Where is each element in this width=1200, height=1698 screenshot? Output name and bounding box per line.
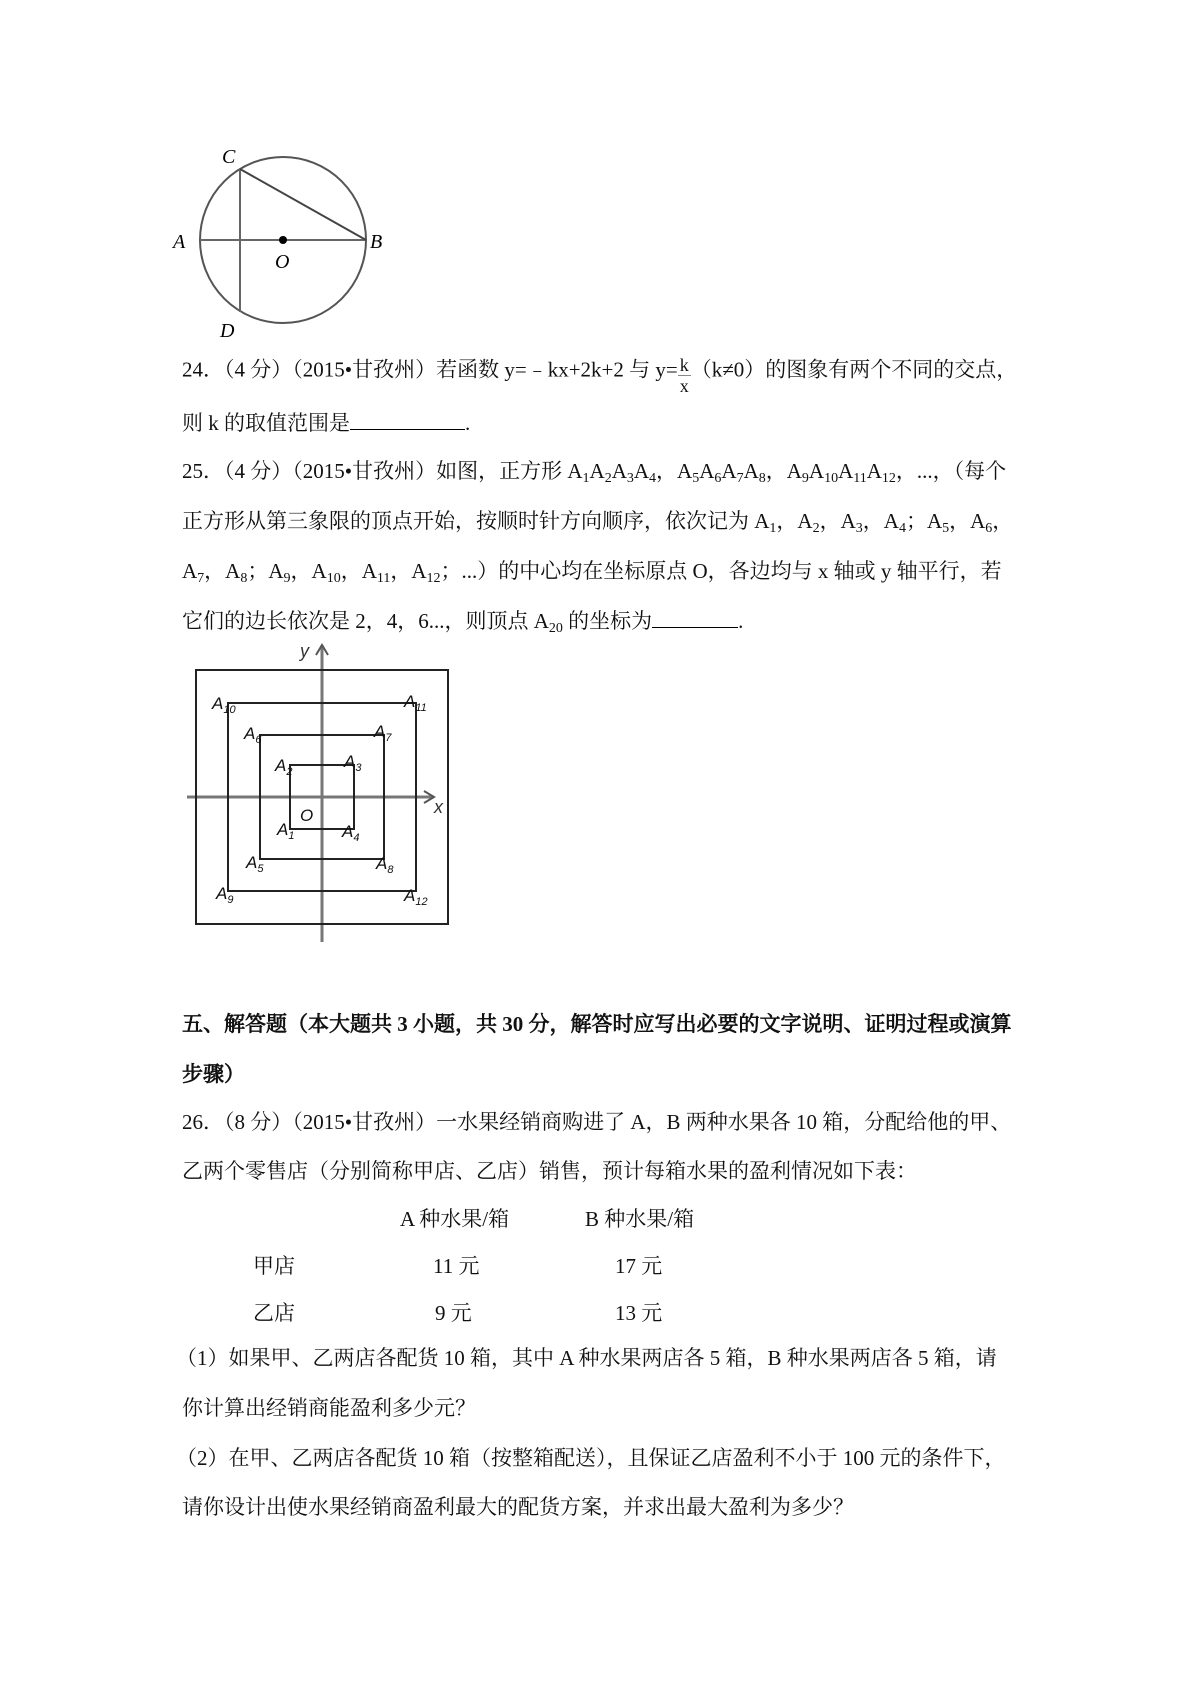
- table-header-b: B 种水果/箱: [585, 1207, 695, 1231]
- subscript: 5: [692, 471, 700, 486]
- center-point: [279, 236, 287, 244]
- q24-line2-text: 则 k 的取值范围是: [182, 411, 350, 435]
- y-axis-label: y: [300, 641, 309, 661]
- inline-text: A: [268, 559, 284, 583]
- q25-answer-blank[interactable]: [652, 607, 738, 628]
- inline-text: ；: [247, 559, 269, 583]
- inline-text: A: [743, 459, 759, 483]
- row-b-profit: 13 元: [615, 1301, 663, 1325]
- inline-text: ，: [862, 509, 884, 533]
- inline-text: A: [883, 509, 899, 533]
- vertex-a20: [533, 609, 563, 636]
- subscript: 6: [985, 521, 993, 536]
- vertex-label-a8: $A_8$: [376, 854, 394, 876]
- row-store: 乙店: [253, 1301, 295, 1325]
- q25-l2a: 正方形从第三象限的顶点开始，按顺时针方向顺序，依次记为: [182, 509, 755, 533]
- label-d: D: [220, 320, 235, 340]
- q24-line1: [182, 351, 1018, 396]
- q26-part2-l1: （2）在甲、乙两店各配货 10 箱（按整箱配送），且保证乙店盈利不小于 100 元的条件下，: [176, 1446, 1006, 1470]
- inline-text: A: [786, 459, 802, 483]
- inline-text: ，: [819, 509, 841, 533]
- vertex-label-a4: $A_4$: [342, 822, 360, 844]
- inline-text: A: [225, 559, 241, 583]
- square-3-name: [786, 459, 896, 486]
- q24-text-prefix: 24．（4 分）（2015•甘孜州）若函数 y=﹣kx+2k+2 与 y=: [182, 357, 678, 382]
- subscript: 2: [812, 521, 820, 536]
- squares-figure: [175, 640, 495, 950]
- vertex-label-a11: $A_{11}$: [404, 692, 427, 714]
- vertex-label-a3: $A_3$: [344, 752, 362, 774]
- subscript: 20: [548, 621, 563, 636]
- q26-line2: 乙两个零售店（分别简称甲店、乙店）销售，预计每箱水果的盈利情况如下表：: [182, 1159, 917, 1183]
- q26-part1-l2: 你计算出经销商能盈利多少元？: [182, 1396, 476, 1420]
- inline-text: A: [721, 459, 737, 483]
- vertex-label-a1: $A_1$: [277, 820, 295, 842]
- inline-text: A: [926, 509, 943, 533]
- subscript: 1: [769, 521, 777, 536]
- vertex-label-a2: $A_2$: [275, 756, 293, 778]
- q25-line1: [182, 456, 1006, 486]
- inline-text: A: [361, 559, 377, 583]
- q24-fraction: [678, 355, 691, 396]
- label-c: C: [222, 146, 236, 168]
- inline-text: ；: [905, 509, 927, 533]
- table-header-a: A 种水果/箱: [400, 1207, 510, 1231]
- row-a-profit: 9 元: [435, 1301, 472, 1325]
- subscript: 12: [881, 471, 896, 486]
- inline-text: ，: [290, 559, 312, 583]
- inline-text: A: [838, 459, 854, 483]
- inline-text: A: [567, 459, 583, 483]
- subscript: 9: [283, 571, 291, 586]
- q25-l4-end: .: [738, 609, 744, 633]
- inline-text: A: [808, 459, 825, 483]
- q25-line2: [182, 506, 1013, 536]
- subscript: 11: [853, 471, 867, 486]
- subscript: 6: [714, 471, 722, 486]
- label-b: B: [370, 231, 383, 253]
- inline-text: ；: [440, 559, 462, 583]
- inline-text: ，: [992, 509, 1014, 533]
- subscript: 7: [197, 571, 205, 586]
- inline-text: A: [699, 459, 715, 483]
- q24-line2: [182, 408, 470, 438]
- inline-text: A: [754, 509, 770, 533]
- inline-text: A: [611, 459, 627, 483]
- subscript: 3: [626, 471, 634, 486]
- subscript: 5: [942, 521, 950, 536]
- subscript: 7: [736, 471, 744, 486]
- subscript: 10: [326, 571, 341, 586]
- vertex-label-a10: $A_{10}$: [212, 694, 236, 716]
- vertex-label-a12: $A_{12}$: [404, 886, 428, 908]
- subscript: 1: [582, 471, 590, 486]
- q25-l1d: ，...，（每个: [895, 459, 1007, 483]
- q25-l1c: ，: [765, 459, 787, 483]
- chord-cb: [240, 169, 366, 240]
- q25-line3: [182, 556, 1002, 586]
- q25-l1a: 25．（4 分）（2015•甘孜州）如图，正方形: [182, 459, 568, 483]
- inline-text: A: [840, 509, 856, 533]
- label-o: O: [275, 251, 290, 273]
- vertex-label-a6: $A_6$: [244, 724, 262, 746]
- square-1-name: [567, 459, 657, 486]
- q26-part1-l1: （1）如果甲、乙两店各配货 10 箱，其中 A 种水果两店各 5 箱，B 种水果两店各 5 箱，请: [176, 1346, 997, 1370]
- subscript: 9: [801, 471, 809, 486]
- q24-answer-blank[interactable]: [350, 409, 465, 430]
- subscript: 8: [758, 471, 766, 486]
- origin-label: O: [300, 806, 314, 825]
- inline-text: A: [797, 509, 813, 533]
- q25-l4a: 它们的边长依次是 2，4，6...，则顶点: [182, 609, 534, 633]
- inline-text: A: [970, 509, 986, 533]
- circle-figure: [170, 140, 410, 340]
- inline-text: A: [411, 559, 427, 583]
- inline-text: ...: [461, 559, 478, 583]
- subscript: 10: [824, 471, 839, 486]
- label-a: A: [173, 231, 186, 253]
- q26-line1: 26．（8 分）（2015•甘孜州）一水果经销商购进了 A，B 两种水果各 10 箱，分配给他的甲、: [182, 1110, 1012, 1134]
- subscript: 11: [376, 571, 391, 586]
- q26-part2-l2: 请你设计出使水果经销商盈利最大的配货方案，并求出最大盈利为多少？: [182, 1495, 854, 1519]
- vertex-label-a7: $A_7$: [374, 722, 392, 744]
- inline-text: ，: [340, 559, 362, 583]
- row-a-profit: 11 元: [433, 1254, 480, 1278]
- subscript: 12: [426, 571, 441, 586]
- q25-l4b: 的坐标为: [562, 609, 653, 633]
- inline-text: ，: [949, 509, 971, 533]
- x-axis-label: x: [434, 797, 443, 817]
- inline-text: ，: [204, 559, 226, 583]
- inline-text: ，: [390, 559, 412, 583]
- row-b-profit: 17 元: [615, 1254, 663, 1278]
- inline-text: ，: [776, 509, 798, 533]
- subscript: 3: [855, 521, 863, 536]
- inline-text: A: [677, 459, 693, 483]
- inline-text: A: [182, 559, 198, 583]
- q24-frac-den: x: [679, 376, 689, 396]
- section5-heading-l1: 五、解答题（本大题共 3 小题，共 30 分，解答时应写出必要的文字说明、证明过程或演算: [182, 1012, 1012, 1036]
- inline-text: A: [311, 559, 327, 583]
- inline-text: A: [633, 459, 650, 483]
- section5-heading-l2: 步骤）: [182, 1062, 245, 1086]
- q25-l3b: ）的中心均在坐标原点 O，各边均与 x 轴或 y 轴平行，若: [477, 559, 1002, 583]
- square-2-name: [677, 459, 766, 486]
- inline-text: A: [866, 459, 882, 483]
- subscript: 8: [240, 571, 248, 586]
- subscript: 2: [604, 471, 612, 486]
- q25-line4: [182, 606, 743, 636]
- inline-text: A: [533, 609, 549, 633]
- row-store: 甲店: [253, 1254, 295, 1278]
- inline-text: A: [589, 459, 605, 483]
- q24-line2-end: .: [465, 411, 471, 435]
- q24-text-suffix: （k≠0）的图象有两个不同的交点，: [690, 357, 1018, 382]
- vertex-label-a9: $A_9$: [216, 884, 234, 906]
- subscript: 4: [898, 521, 906, 536]
- q25-l1b: ，: [656, 459, 678, 483]
- vertex-label-a5: $A_5$: [246, 853, 264, 875]
- q24-frac-num: k: [679, 355, 689, 375]
- subscript: 4: [649, 471, 657, 486]
